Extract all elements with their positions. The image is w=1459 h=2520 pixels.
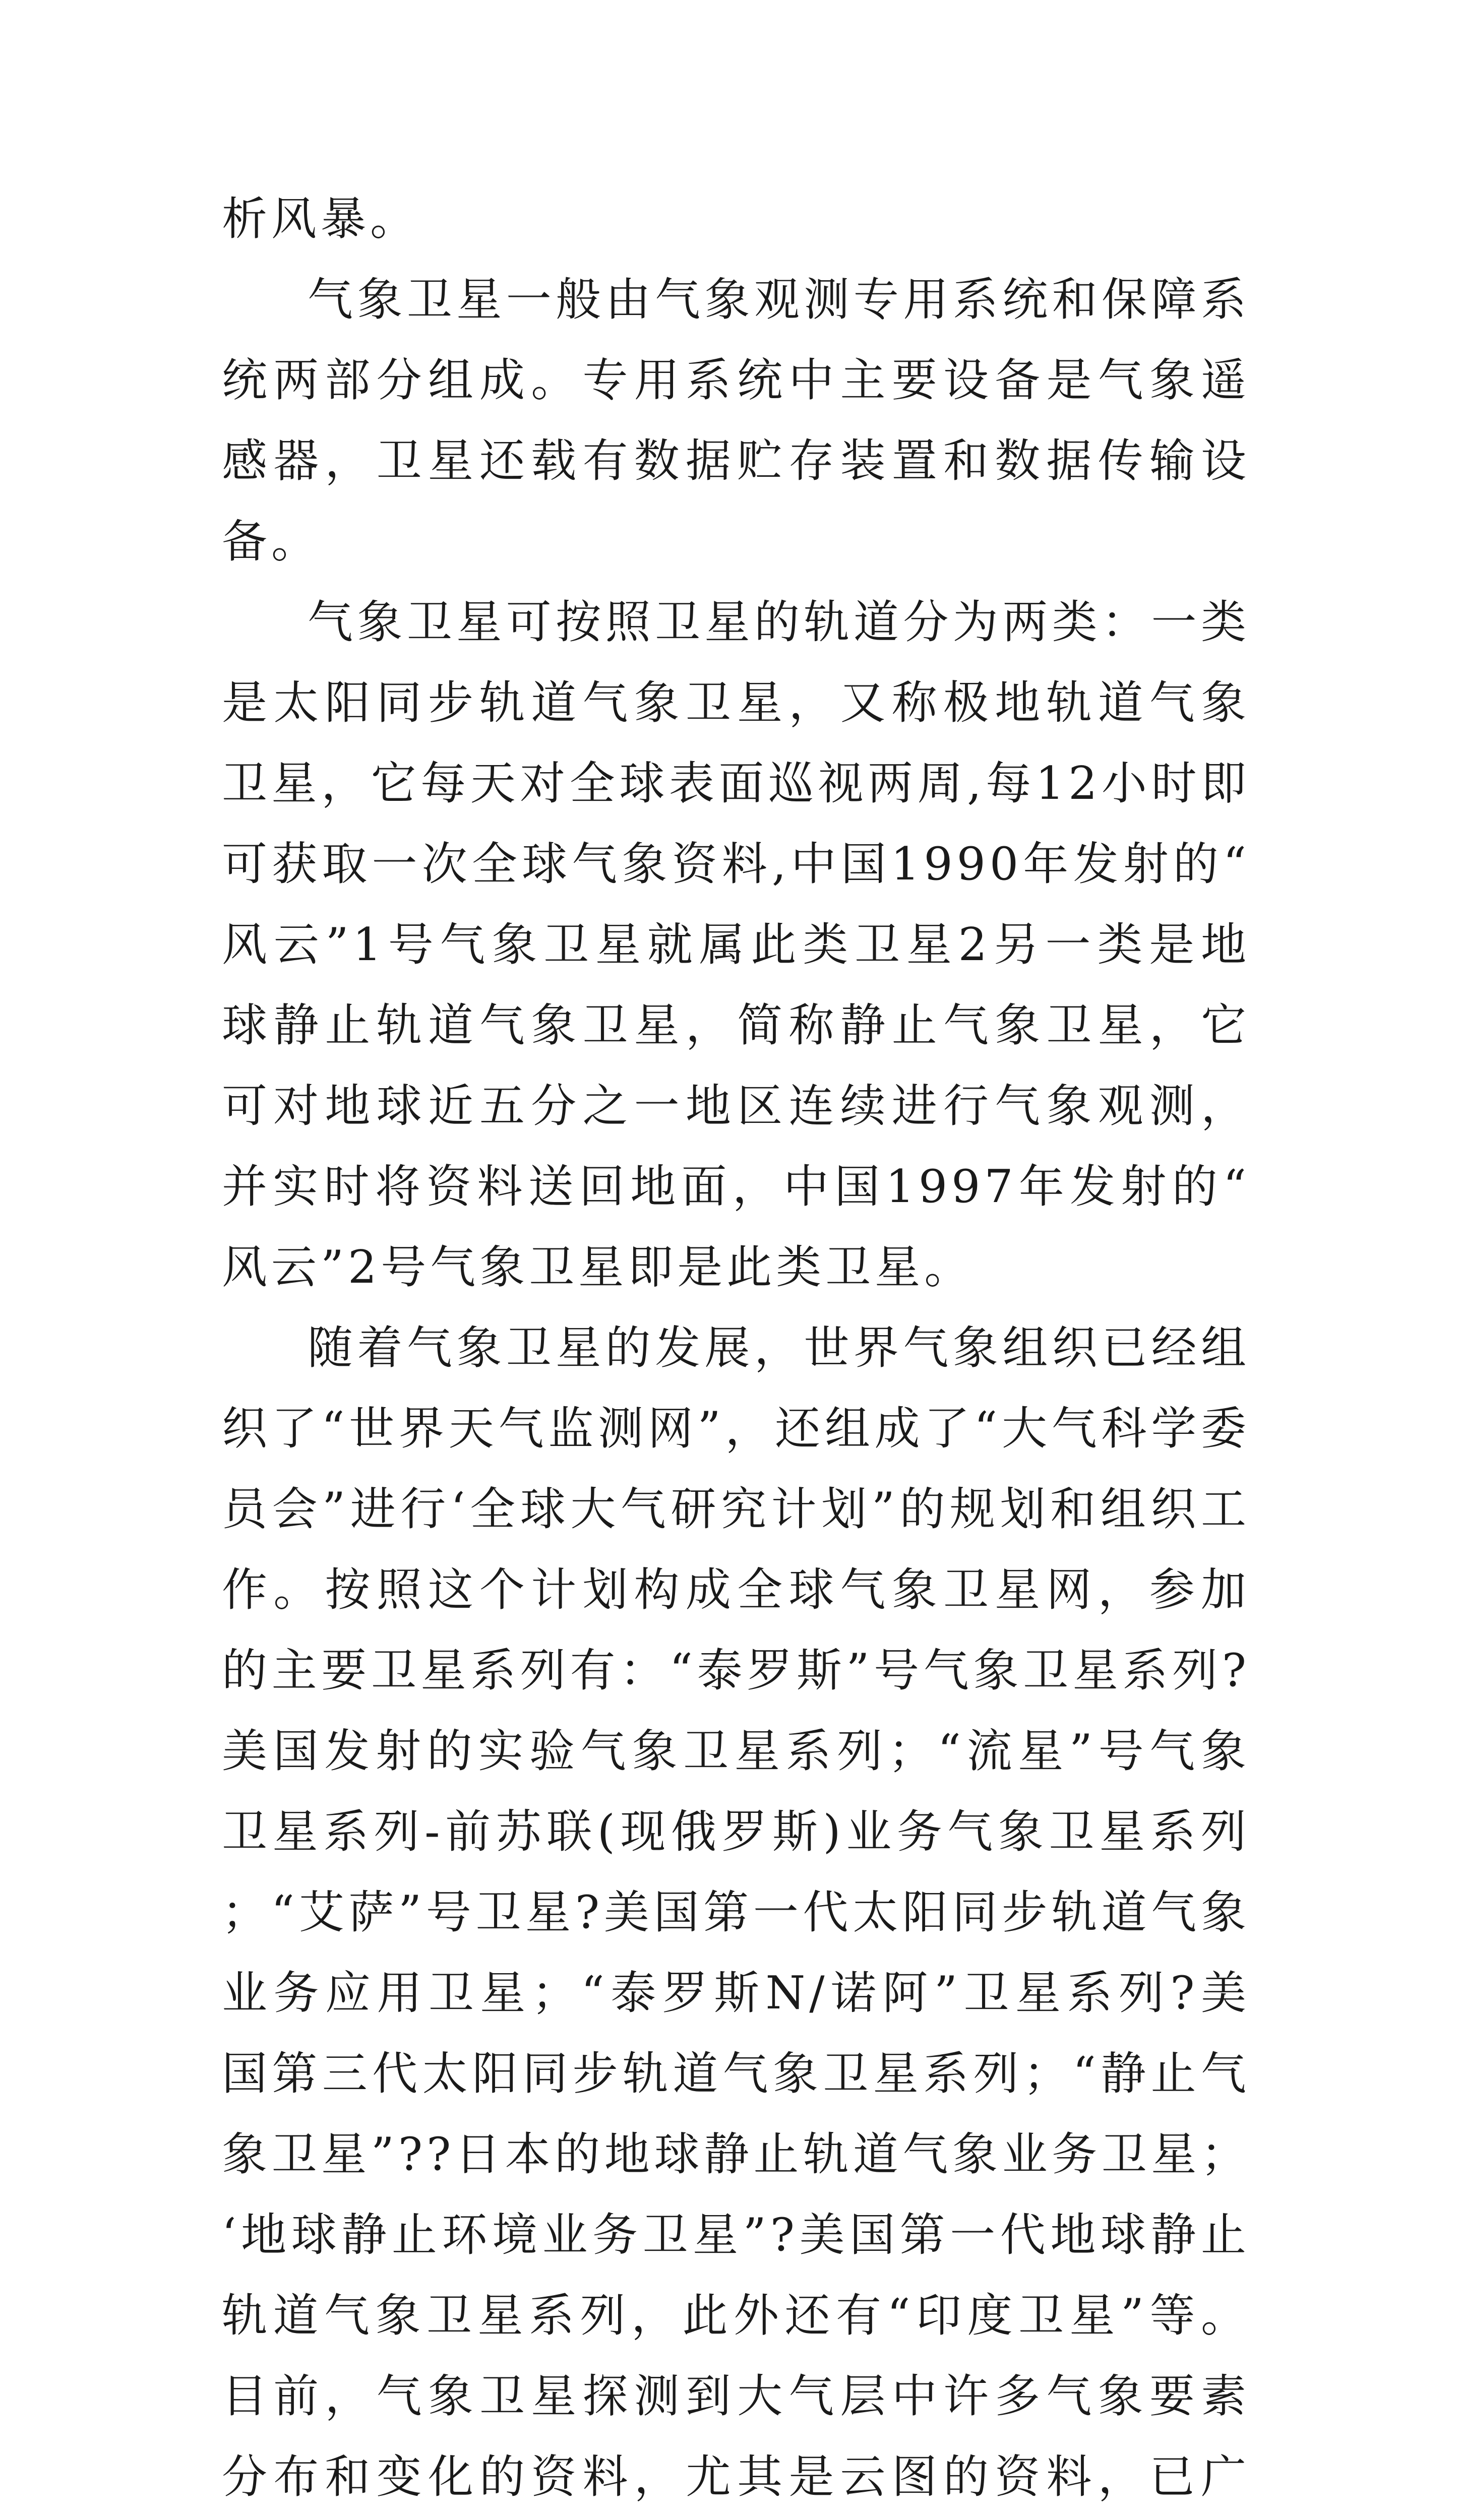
paragraph-2: 气象卫星一般由气象观测专用系统和保障系统两部分组成。专用系统中主要设备是气象遥感器，卫星还载有数据贮存装置和数据传输设备。 (222, 273, 1250, 568)
paragraph-3: 气象卫星可按照卫星的轨道分为两类：一类是太阳同步轨道气象卫星，又称极地轨道气象卫星，它每天对全球表面巡视两周,每12小时即可获取一次全球气象资料,中国1990年发射的“风云”1号气象卫星就属此类卫星2另一类是地球静止轨道气象卫星，简称静止气象卫星，它可对地球近五分之一地区连续进行气象观测，并实时将资料送回地面，中国1997年发射的“风云”2号气象卫星即是此类卫星。 (222, 596, 1250, 1294)
paragraph-1: 析风暴。 (222, 193, 419, 245)
paragraph-4: 随着气象卫星的发展，世界气象组织已经组织了“世界天气监测网”，还组成了“大气科学委员会”进行‘全球大气研究计划”的规划和组织工作。按照这个计划构成全球气象卫星网，参加的主要卫星系列有：“泰罗斯”号气象卫星系列?美国发射的实验气象卫星系列；“流星”号气象卫星系列-前苏联(现俄罗斯)业务气象卫星系列；“艾萨”号卫星?美国第一代太阳同步轨道气象业务应用卫星；“泰罗斯N/诺阿”卫星系列?美国第三代太阳同步轨道气象卫星系列；“静止气象卫星”??日本的地球静止轨道气象业务卫星；‘地球静止环境业务卫星”?美国第一代地球静止轨道气象卫星系列，此外还有“印度卫星”等。目前，气象卫星探测到大气层中许多气象要素分布和变化的资料，尤其是云图的资料，已广 (222, 1321, 1250, 2503)
document-body (222, 179, 1250, 2520)
